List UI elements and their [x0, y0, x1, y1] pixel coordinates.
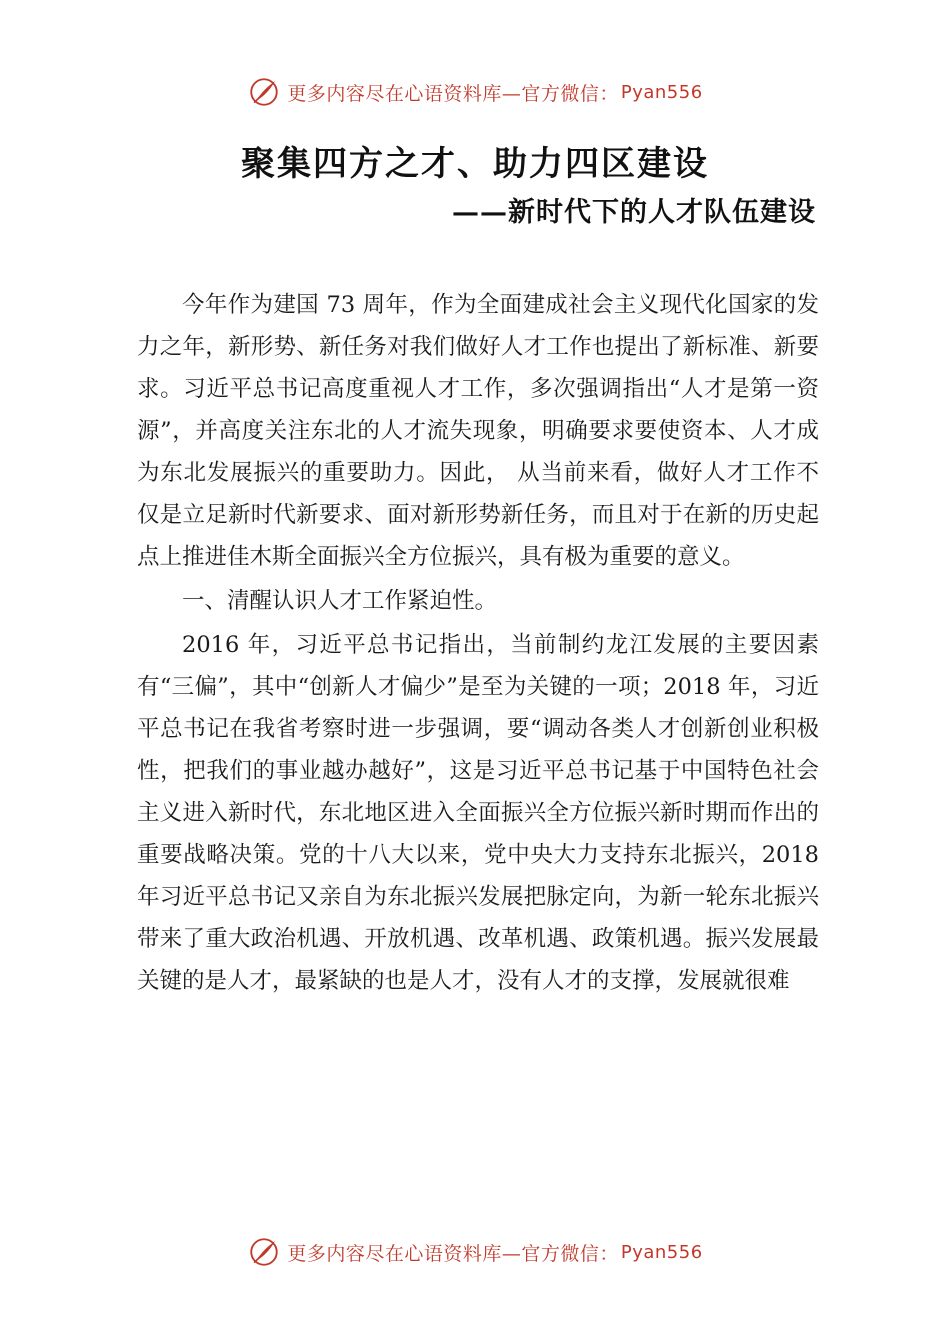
section-heading: 一、清醒认识人才工作紧迫性。	[182, 588, 498, 614]
paragraph-section-one: 2016 年，习近平总书记指出，当前制约龙江发展的主要因素有“三偏”，其中“创新人才偏少”是至为关键的一项；2018 年，习近平总书记在我省考察时进一步强调，要“调动各类人才创新创业积极性，把我们的事业越办越好”，这是习近平总书记基于中国特色社会主义进入新时代，东北地区进入全面振兴全方位振兴新时期而作出的重要战略决策。党的十八大以来，党中央大力支持东北振兴，2018 年习近平总书记又亲自为东北振兴发展把脉定向，为新一轮东北振兴带来了重大政治机遇、开放机遇、改革机遇、政策机遇。振兴发展最关键的是人才，最紧缺的也是人才，没有人才的支撑，发展就很难	[137, 632, 819, 994]
watermark-text: 更多内容尽在心语资料库—官方微信：	[287, 82, 619, 105]
document-body	[137, 284, 819, 1004]
watermark-footer	[0, 1232, 950, 1272]
watermark-handle: Pyan556	[620, 81, 703, 103]
paragraph-intro: 今年作为建国 73 周年，作为全面建成社会主义现代化国家的发力之年，新形势、新任务对我们做好人才工作也提出了新标准、新要求。习近平总书记高度重视人才工作，多次强调指出“人才是第一资源”，并高度关注东北的人才流失现象，明确要求要使资本、人才成为东北发展振兴的重要助力。因此， 从当前来看，做好人才工作不仅是立足新时代新要求、面对新形势新任务，而且对于在新的历史起点上推进佳木斯全面振兴全方位振兴，具有极为重要的意义。	[137, 292, 819, 570]
document-title: 聚集四方之才、助力四区建设	[241, 144, 709, 184]
watermark-text: 更多内容尽在心语资料库—官方微信：	[287, 1242, 619, 1265]
watermark-header	[0, 72, 950, 112]
feather-logo-icon	[247, 1235, 281, 1269]
document-subtitle: ——新时代下的人才队伍建设	[452, 197, 816, 228]
feather-logo-icon	[247, 75, 281, 109]
watermark-handle: Pyan556	[620, 1241, 703, 1263]
